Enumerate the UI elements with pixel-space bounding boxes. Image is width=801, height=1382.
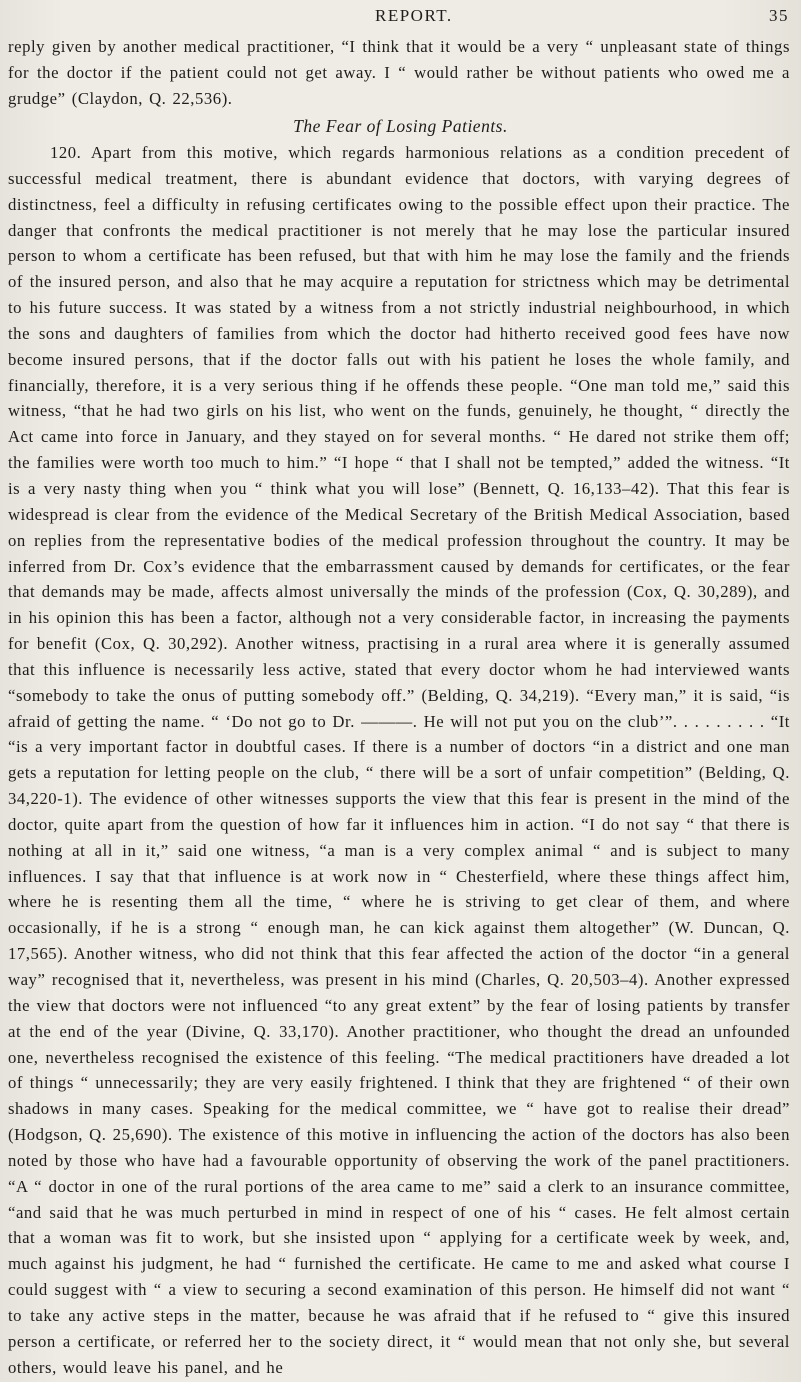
section-heading: The Fear of Losing Patients. (293, 116, 508, 136)
page-number: 35 (769, 6, 789, 25)
running-title: REPORT. (375, 6, 453, 25)
body-paragraph: 120. Apart from this motive, which regards harmonious relations as a condition precedent of successful medical treatment, there is abundant evidence that doctors, with varying degrees of distinctness, feel a difficulty in refusing certificates owing to the possible effect upon their practice. The danger that confronts the medical practitioner is not merely that he may lose the particular insured person to whom a certificate has been refused, but that with him he may lose the family and the friends of the insured person, and also that he may acquire a reputation for strictness which may be detrimental to his future success. It was stated by a witness from a not strictly industrial neighbourhood, in which the sons and daughters of families from which the doctor had hitherto received good fees have now become insured persons, that if the doctor falls out with his patient he loses the whole family, and financially, therefore, it is a very serious thing if he offends these people. “One man told me,” said this witness, “that he had two girls on his list, who went on the funds, genuinely, he thought, “ directly the Act came into force in January, and they stayed on for several months. “ He dared not strike them off; the families were worth too much to him.” “I hope “ that I shall not be tempted,” added the witness. “It is a very nasty thing when you “ think what you will lose” (Bennett, Q. 16,133–42). That this fear is widespread is clear from the evidence of the Medical Secretary of the British Medical Association, based on replies from the representative bodies of the medical profession throughout the country. It may be inferred from Dr. Cox’s evidence that the embarrassment caused by demands for certificates, or the fear that demands may be made, affects almost universally the minds of the profession (Cox, Q. 30,289), and in his opinion this has been a factor, although not a very considerable factor, in increasing the payments for benefit (Cox, Q. 30,292). Another witness, practising in a rural area where it is generally assumed that this influence is necessarily less active, stated that every doctor whom he had interviewed wants “somebody to take the onus of putting somebody off.” (Belding, Q. 34,219). “Every man,” it is said, “is afraid of getting the name. “ ‘Do not go to Dr. ———. He will not put you on the club’”. . . . . . . . . “It “is a very important factor in doubtful cases. If there is a number of doctors “in a district and one man gets a reputation for letting people on the club, “ there will be a sort of unfair competition” (Belding, Q. 34,220-1). The evidence of other witnesses supports the view that this fear is present in the mind of the doctor, quite apart from the question of how far it influences him in action. “I do not say “ that there is nothing at all in it,” said one witness, “a man is a very complex animal “ and is subject to many influences. I say that that influence is at work now in “ Chesterfield, where these things affect him, where he is resenting them all the time, “ where he is striving to get clear of them, and where occasionally, if he is a strong “ enough man, he can kick against them altogether” (W. Duncan, Q. 17,565). Another witness, who did not think that this fear affected the action of the doctor “in a general way” recognised that it, nevertheless, was present in his mind (Charles, Q. 20,503–4). Another expressed the view that doctors were not influenced “to any great extent” by the fear of losing patients by transfer at the end of the year (Divine, Q. 33,170). Another practitioner, who thought the dread an unfounded one, nevertheless recognised the existence of this feeling. “The medical practitioners have dreaded a lot of things “ unnecessarily; they are very easily frightened. I think that they are frightened “ of their own shadows in many cases. Speaking for the medical committee, we “ have got to realise their dread” (Hodgson, Q. 25,690). The existence of this motive in influencing the action of the doctors has also been noted by those who have had a favourable opportunity of observing the work of the panel practitioners. “A “ doctor in one of the rural portions of the area came to me” said a clerk to an insurance committee, “and said that he was much perturbed in mind in respect of one of his “ cases. He felt almost certain that a woman was fit to work, but she insisted upon “ applying for a certificate week by week, and, much against his judgment, he had “ furnished the certificate. He came to me and asked what course I could suggest with “ a view to securing a second examination of this person. He himself did not want “ to take any active steps in the matter, because he was afraid that if he refused to “ give this insured person a certificate, or referred her to the society direct, it “ would mean that not only she, but several others, would leave his panel, and he (8, 143, 790, 1377)
intro-paragraph: reply given by another medical practitioner, “I think that it would be a very “ unpleasant state of things for the doctor if the patient could not get away. I “ would rather be without patients who owed me a grudge” (Claydon, Q. 22,536). (8, 37, 790, 108)
page-header (0, 6, 801, 30)
